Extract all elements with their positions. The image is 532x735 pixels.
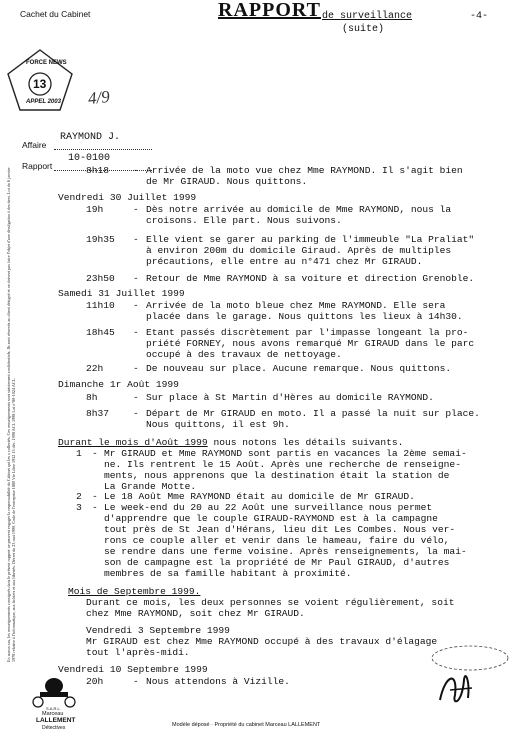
affaire-label: Affaire: [22, 140, 47, 150]
stamp-number: 13: [33, 77, 47, 91]
footer-note: Modèle déposé · Propriété du cabinet Marceau LALLEMENT: [172, 722, 321, 728]
list-item-text: Le 18 Août Mme RAYMOND était au domicile de Mr GIRAUD.: [104, 491, 415, 502]
entry-dash: -: [133, 327, 139, 338]
legal-sidebar: En aucun cas, les renseignements consignés dans le présent rapport ne peuvent engager la responsabilité du Cabinet qui les a collectés. Ces renseignements sont strictement confidentiels. Ils sont réservés au client désigné et ne doivent pas faire l'objet d'une divulgation à des tiers. Loi du 6 janvier 1978 relative à l'informatique, aux fichiers et aux libertés. Décret du 23 mai 1990. Code de l'entreprise 1880 Vie Libre 1932 13 déc. 1998 ACL 1998 Loi n°80-1024 ACL.: [6, 167, 17, 662]
detective-hat-icon: [28, 672, 80, 708]
september-date1: Vendredi 3 Septembre 1999: [86, 625, 230, 636]
entry-8h37-time: 8h37: [86, 408, 110, 419]
entry-19h-text: Dès notre arrivée au domicile de Mme RAYMOND, nous la croisons. Elle part. Nous suivons.: [146, 204, 452, 226]
detective-logo: [28, 672, 80, 734]
date-heading: Dimanche 1r Août 1999: [58, 379, 179, 390]
list-item-number: 2: [76, 491, 82, 502]
entry-dash: -: [133, 300, 139, 311]
entry-19h-time: 19h: [86, 204, 104, 215]
entry-dash: -: [92, 491, 98, 502]
entry-23h50-time: 23h50: [86, 273, 115, 284]
cabinet-label: Cachet du Cabinet: [20, 9, 91, 19]
entry-22h-text: De nouveau sur place. Aucune remarque. Nous quittons.: [146, 363, 452, 374]
list-item-number: 3: [76, 502, 82, 513]
entry-dash: -: [133, 408, 139, 419]
logo-line3: LALLEMENT: [36, 717, 76, 724]
entry-18h45-text: Etant passés discrètement par l'impasse longeant la pro- priété FORNEY, nous avons remarqué Mr GIRAUD dans le parc occupé à des travaux de nettoyage.: [146, 327, 475, 360]
cabinet-stamp: [6, 48, 74, 114]
rapport-label: Rapport: [22, 161, 53, 171]
entry-dash: -: [133, 234, 139, 245]
handwritten-page: 4/9: [87, 86, 111, 109]
date-heading: Samedi 31 Juillet 1999: [58, 288, 185, 299]
entry-dash: -: [133, 676, 139, 687]
page-number: -4-: [470, 11, 489, 22]
month-heading-tail: nous notons les détails suivants.: [207, 437, 404, 448]
entry-dash: -: [133, 392, 139, 403]
entry-18h45-time: 18h45: [86, 327, 115, 338]
signature-scribble: [400, 640, 520, 715]
logo-line4: Détectives: [42, 725, 66, 731]
stamp-bottom-text: APPEL 2003: [26, 99, 61, 105]
date-heading: Vendredi 30 Juillet 1999: [58, 192, 197, 203]
september-time-text: Nous attendons à Vizille.: [146, 676, 290, 687]
list-item-text: Mr GIRAUD et Mme RAYMOND sont partis en vacances la 2ème semai- ne. Ils rentrent le 15 Août. Après une recherche de renseigne- ments, nous apprenons que la destination était la station de La Grande Motte.: [104, 448, 467, 492]
list-item-text: Le week-end du 20 au 22 Août une surveillance nous permet d'apprendre que le couple GIRAUD-RAYMOND est à la campagne tout près de St Jean d'Hérans, lieu dit Les Combes. Nous ver- rons ce couple aller et venir dans le hameau, faire du vélo, se rendre dans une ferme voisine. Après renseignements, la mai- son de campagne est la propriété de Mr Paul GIRAUD, d'autres membres de sa famille habitant à proximité.: [104, 502, 467, 579]
entry-8h18-time: 8h18: [86, 165, 110, 176]
entry-dash: -: [133, 273, 139, 284]
entry-23h50-text: Retour de Mme RAYMOND à sa voiture et direction Grenoble.: [146, 273, 475, 284]
entry-dash: -: [92, 502, 98, 513]
logo-line2: Marceau: [42, 711, 64, 717]
entry-8h-text: Sur place à St Martin d'Hères au domicile RAYMOND.: [146, 392, 434, 403]
stamp-top-text: FORCE NEWS: [26, 60, 67, 66]
entry-8h-time: 8h: [86, 392, 98, 403]
entry-11h10-time: 11h10: [86, 300, 115, 311]
affaire-line: [54, 149, 152, 150]
month-heading-underlined: Durant le mois d'Août 1999: [58, 437, 208, 448]
report-subtitle: de surveillance: [322, 11, 413, 22]
entry-11h10-text: Arrivée de la moto bleue chez Mme RAYMOND. Elle sera placée dans le garage. Nous quittons les lieux à 14h30.: [146, 300, 463, 322]
entry-19h35-text: Elle vient se garer au parking de l'immeuble "La Praliat" à environ 200m du domicile Giraud. Après de multiples précautions, elle entre au n°471 chez Mr GIRAUD.: [146, 234, 475, 267]
report-subtitle-suite: (suite): [342, 24, 385, 35]
september-date2: Vendredi 10 Septembre 1999: [58, 664, 208, 675]
entry-8h18-text: Arrivée de la moto vue chez Mme RAYMOND. Il s'agit bien de Mr GIRAUD. Nous quittons.: [146, 165, 463, 187]
entry-22h-time: 22h: [86, 363, 104, 374]
entry-8h37-text: Départ de Mr GIRAUD en moto. Il a passé la nuit sur place. Nous quittons, il est 9h.: [146, 408, 480, 430]
september-time: 20h: [86, 676, 104, 687]
september-heading: Mois de Septembre 1999.: [68, 586, 201, 597]
september-text2: Mr GIRAUD est chez Mme RAYMOND occupé à des travaux d'élagage tout l'après-midi.: [86, 636, 438, 658]
entry-dash: -: [133, 363, 139, 374]
month-heading: [58, 437, 403, 448]
entry-dash: -: [133, 204, 139, 215]
entry-dash: -: [92, 448, 98, 459]
september-text: Durant ce mois, les deux personnes se voient régulièrement, soit chez Mme RAYMOND, soit chez Mr GIRAUD.: [86, 597, 455, 619]
rapport-value: 10-0100: [68, 153, 111, 164]
entry-dash: -: [133, 165, 139, 176]
report-title: RAPPORT: [218, 0, 321, 21]
affaire-value: RAYMOND J.: [60, 132, 121, 143]
entry-19h35-time: 19h35: [86, 234, 115, 245]
list-item-number: 1: [76, 448, 82, 459]
logo-line1: S.A.R.L.: [46, 706, 61, 711]
